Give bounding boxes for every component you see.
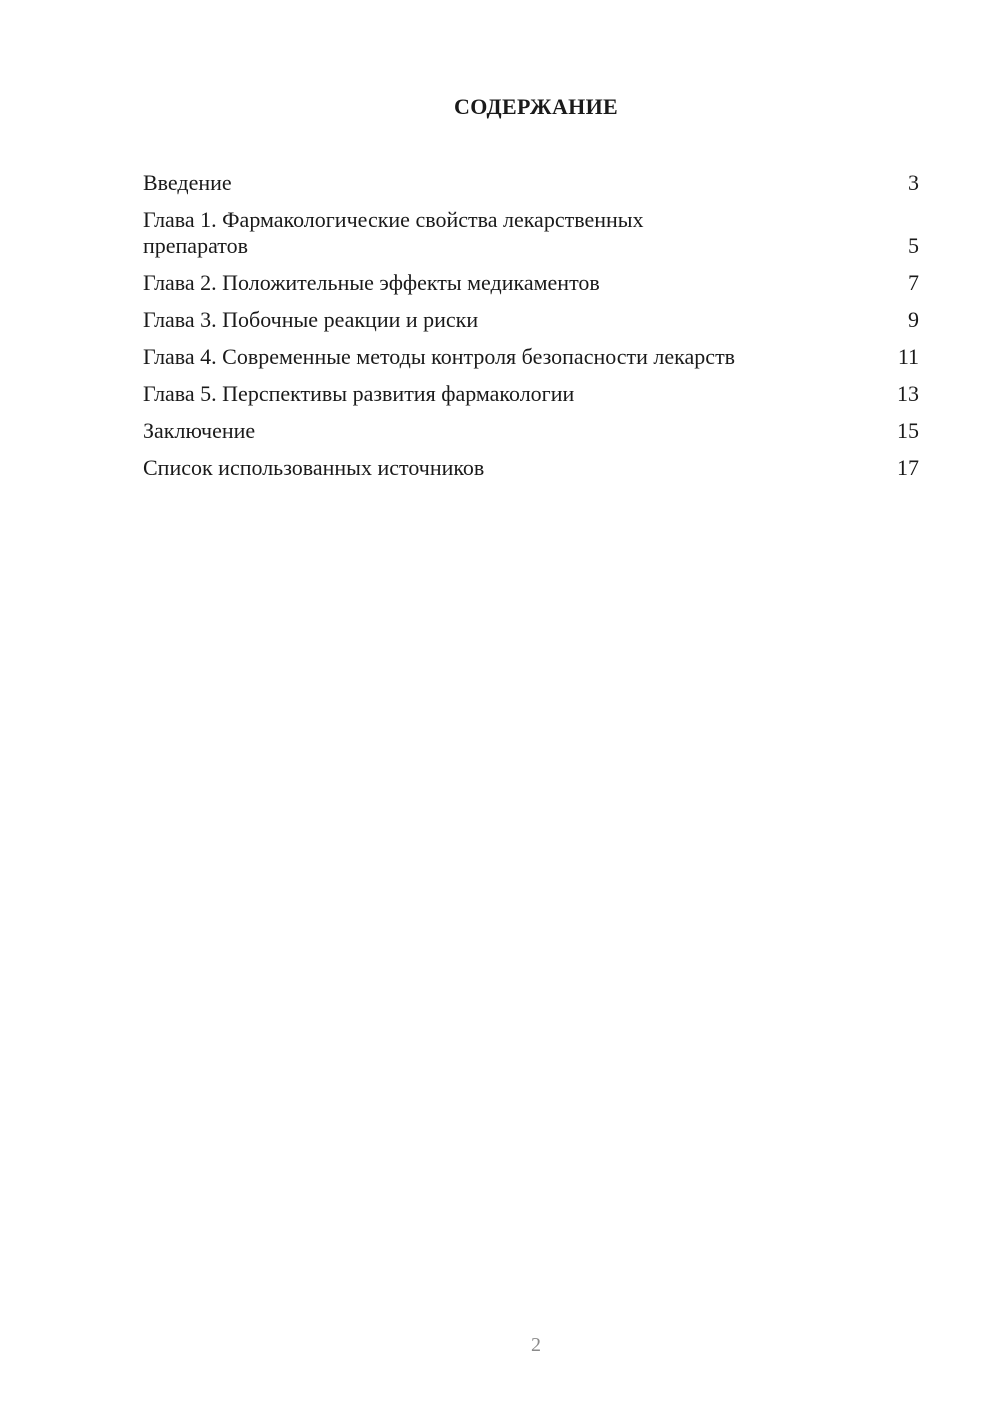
toc-entry-chapter-3 — [143, 307, 919, 333]
toc-entry-introduction — [143, 170, 919, 196]
toc-entry-page: 17 — [897, 455, 919, 480]
toc-entry-page: 13 — [897, 381, 919, 406]
toc-entry-page: 11 — [897, 344, 919, 369]
toc-entry-references — [143, 455, 919, 481]
page-title: СОДЕРЖАНИЕ — [454, 94, 618, 119]
toc-entry-label: Глава 1. Фармакологические свойства лекарственных препаратов — [143, 207, 644, 258]
page-number: 2 — [531, 1334, 541, 1356]
toc-entry-chapter-4 — [143, 344, 919, 370]
toc-entry-page: 3 — [908, 170, 919, 195]
toc-entry-conclusion — [143, 418, 919, 444]
toc-entry-label: Глава 5. Перспективы развития фармакологии — [143, 381, 575, 406]
toc-entry-label: Глава 4. Современные методы контроля безопасности лекарств — [143, 344, 736, 369]
toc-entry-chapter-1 — [143, 207, 919, 259]
toc-entry-chapter-2 — [143, 270, 919, 296]
toc-entry-label: Глава 3. Побочные реакции и риски — [143, 307, 479, 332]
toc-entry-label: Введение — [143, 170, 232, 195]
table-of-contents — [143, 170, 919, 492]
toc-entry-page: 5 — [908, 233, 919, 258]
toc-entry-label: Заключение — [143, 418, 256, 443]
toc-entry-page: 9 — [908, 307, 919, 332]
toc-entry-page: 7 — [908, 270, 919, 295]
toc-entry-page: 15 — [897, 418, 919, 443]
toc-entry-chapter-5 — [143, 381, 919, 407]
toc-entry-label: Глава 2. Положительные эффекты медикаментов — [143, 270, 600, 295]
toc-entry-label: Список использованных источников — [143, 455, 485, 480]
